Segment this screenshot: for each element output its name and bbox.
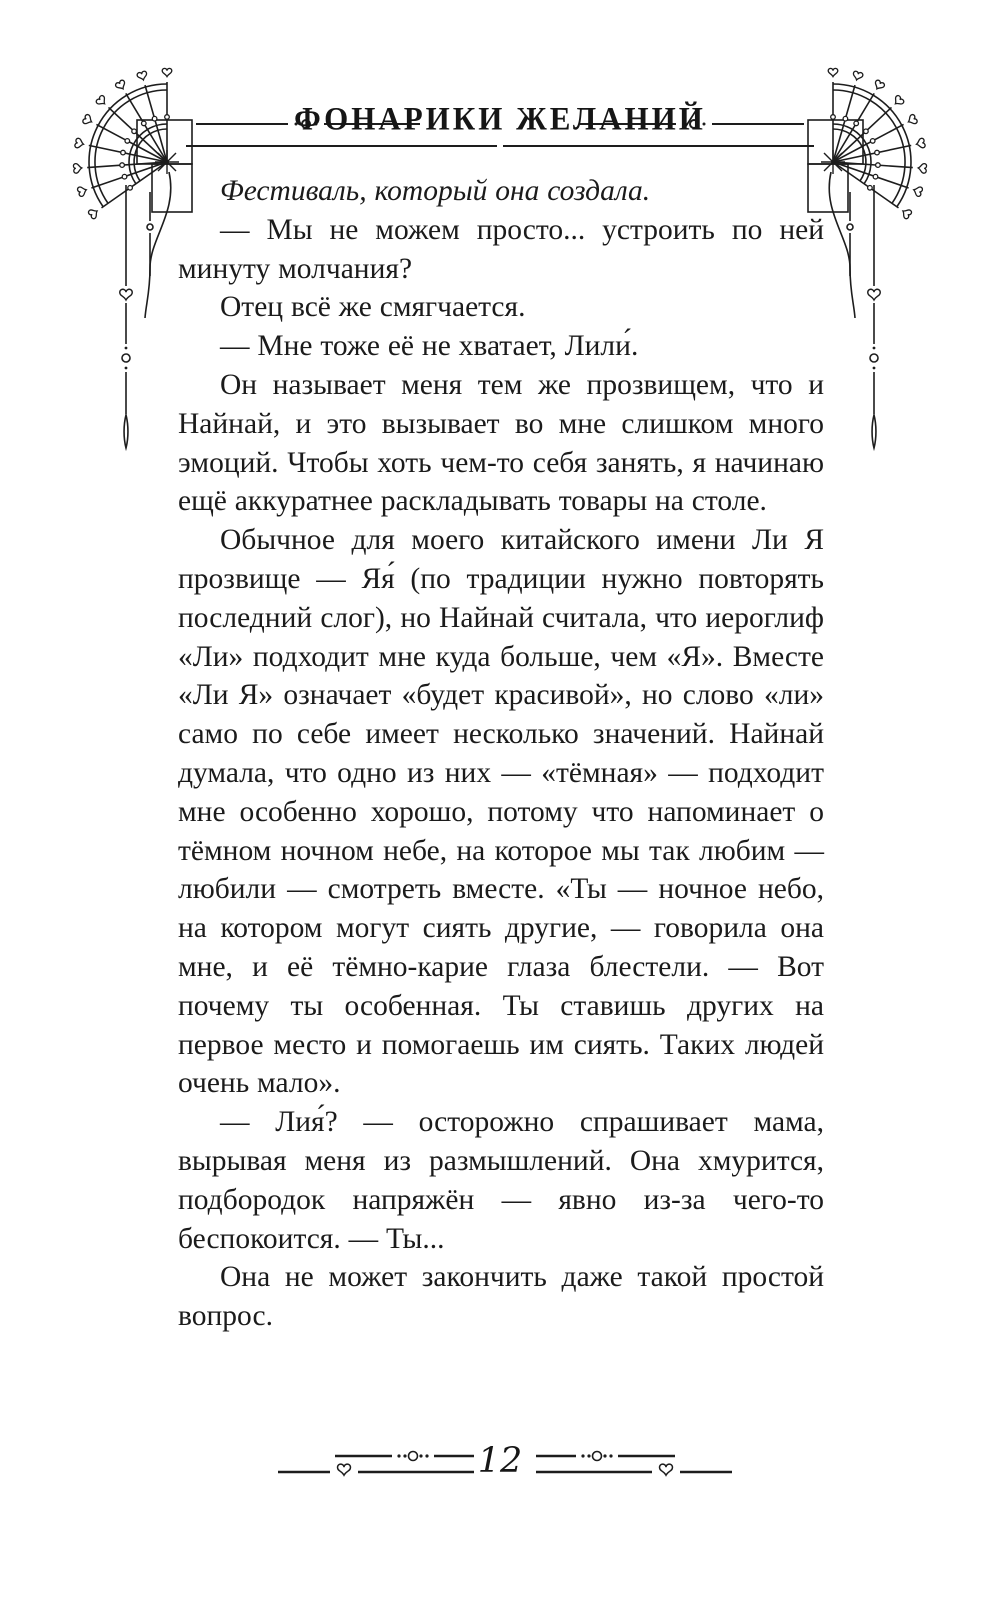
paragraph: — Лия́? — осторожно спрашивает мама, вырывая меня из размышлений. Она хмурится, подбородок напряжён — явно из-за чего-то беспокоится. — Ты... [178,1106,824,1255]
page-number: 12 [477,1441,523,1481]
running-head-title: ФОНАРИКИ ЖЕЛАНИЙ [294,99,706,138]
paragraph: Отец всё же смягчается. [220,291,526,324]
paragraph: Она не может закончить даже такой простой вопрос. [178,1261,824,1333]
page-text [178,172,824,1336]
paragraph: — Мы не можем просто... устроить по ней минуту молчания? [178,213,824,285]
paragraph: Он называет меня тем же прозвищем, что и Найнай, и это вызывает во мне слишком много эмоций. Чтобы хоть чем-то себя занять, я начинаю ещё аккуратнее раскладывать товары на столе. [178,368,824,518]
paragraph: Обычное для моего китайского имени Ли Я прозвище — Яя́ (по традиции нужно повторять последний слог), но Найнай считала, что иероглиф «Ли» подходит мне куда больше, чем «Я». Вместе «Ли Я» означает «будет красивой», но слово «ли» само по себе имеет несколько значений. Найнай думала, что одно из них — «тёмная» — подходит мне особенно хорошо, потому что напоминает о тёмном ночном небе, на которое мы так любим — любили — смотреть вместе. «Ты — ночное небо, на котором могут сиять другие, — говорила она мне, и её тёмно-карие глаза блестели. — Вот почему ты особенная. Ты ставишь других на первое место и помогаешь им сиять. Таких людей очень мало». [178,524,824,1100]
paragraph: — Мне тоже её не хватает, Лили́. [220,330,639,363]
paragraph: Фестиваль, который она создала. [220,175,651,207]
